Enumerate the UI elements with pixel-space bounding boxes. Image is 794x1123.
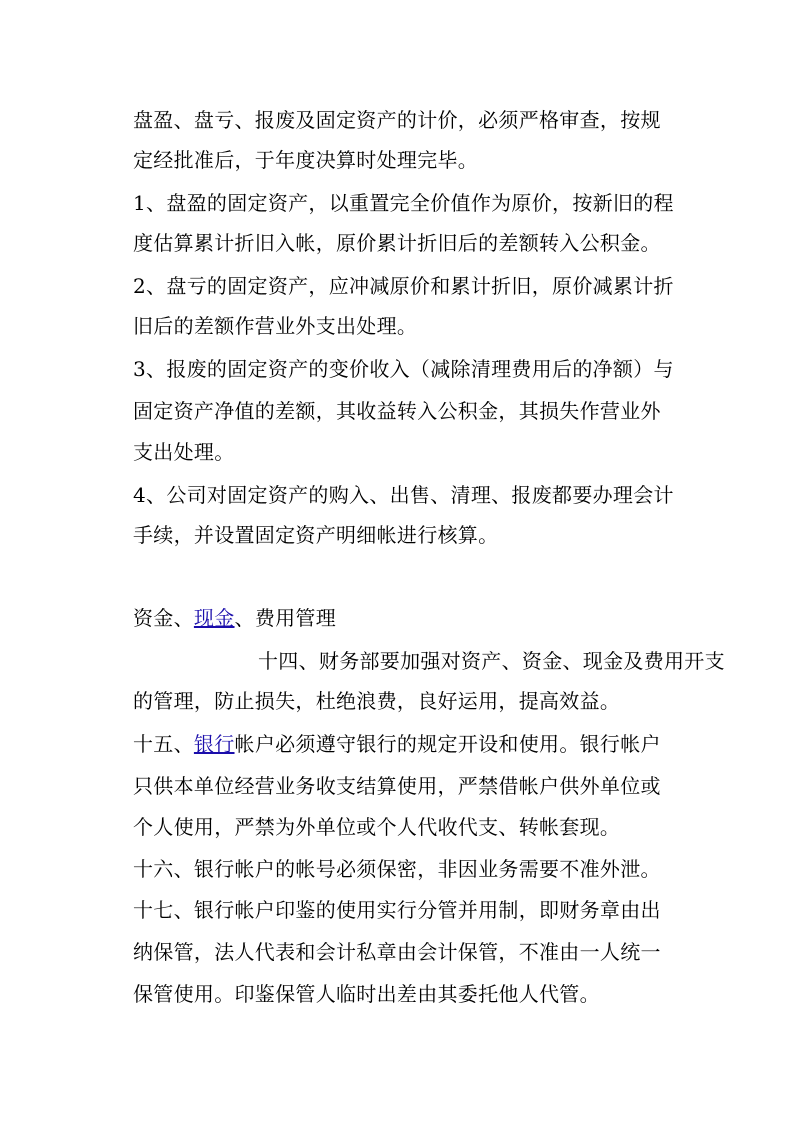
- paragraph-line: 4、公司对固定资产的购入、出售、清理、报废都要办理会计: [133, 483, 674, 507]
- paragraph-line: 盘盈、盘亏、报废及固定资产的计价，必须严格审查，按规: [133, 108, 661, 132]
- bank-link[interactable]: 银行: [193, 732, 235, 756]
- paragraph-line: 度估算累计折旧入帐，原价累计折旧后的差额转入公积金。: [133, 231, 661, 255]
- item-17-line: 十七、银行帐户印鉴的使用实行分管并用制，即财务章由出: [133, 898, 661, 922]
- paragraph-line: 旧后的差额作营业外支出处理。: [133, 314, 418, 338]
- paragraph-line: 支出处理。: [133, 440, 235, 464]
- cash-link[interactable]: 现金: [193, 606, 235, 630]
- item-16-line: 十六、银行帐户的帐号必须保密，非因业务需要不准外泄。: [133, 857, 661, 881]
- section-heading: [133, 604, 673, 632]
- paragraph-line: 固定资产净值的差额，其收益转入公积金，其损失作营业外: [133, 399, 661, 423]
- item-14-line: 十四、财务部要加强对资产、资金、现金及费用开支: [258, 649, 725, 673]
- paragraph-line: 2、盘亏的固定资产，应冲减原价和累计折旧，原价减累计折: [133, 274, 674, 298]
- item-17-line: 纳保管，法人代表和会计私章由会计保管，不准由一人统一: [133, 940, 661, 964]
- item-17-line: 保管使用。印鉴保管人临时出差由其委托他人代管。: [133, 982, 600, 1006]
- item-15-rest: 帐户必须遵守银行的规定开设和使用。银行帐户: [234, 732, 661, 756]
- item-15-line: 只供本单位经营业务收支结算使用，严禁借帐户供外单位或: [133, 774, 661, 798]
- paragraph-line: 3、报废的固定资产的变价收入（减除清理费用后的净额）与: [133, 357, 674, 381]
- heading-prefix: 资金、: [133, 606, 194, 630]
- paragraph-line: 1、盘盈的固定资产，以重置完全价值作为原价，按新旧的程: [133, 191, 674, 215]
- item-15-line: 个人使用，严禁为外单位或个人代收代支、转帐套现。: [133, 815, 621, 839]
- paragraph-line: 定经批准后，于年度决算时处理完毕。: [133, 148, 479, 172]
- item-15-prefix: 十五、: [133, 732, 194, 756]
- item-14-line: 的管理，防止损失，杜绝浪费，良好运用，提高效益。: [133, 689, 621, 713]
- heading-suffix: 、费用管理: [234, 606, 337, 630]
- item-15-line: [133, 730, 673, 758]
- paragraph-line: 手续，并设置固定资产明细帐进行核算。: [133, 523, 499, 547]
